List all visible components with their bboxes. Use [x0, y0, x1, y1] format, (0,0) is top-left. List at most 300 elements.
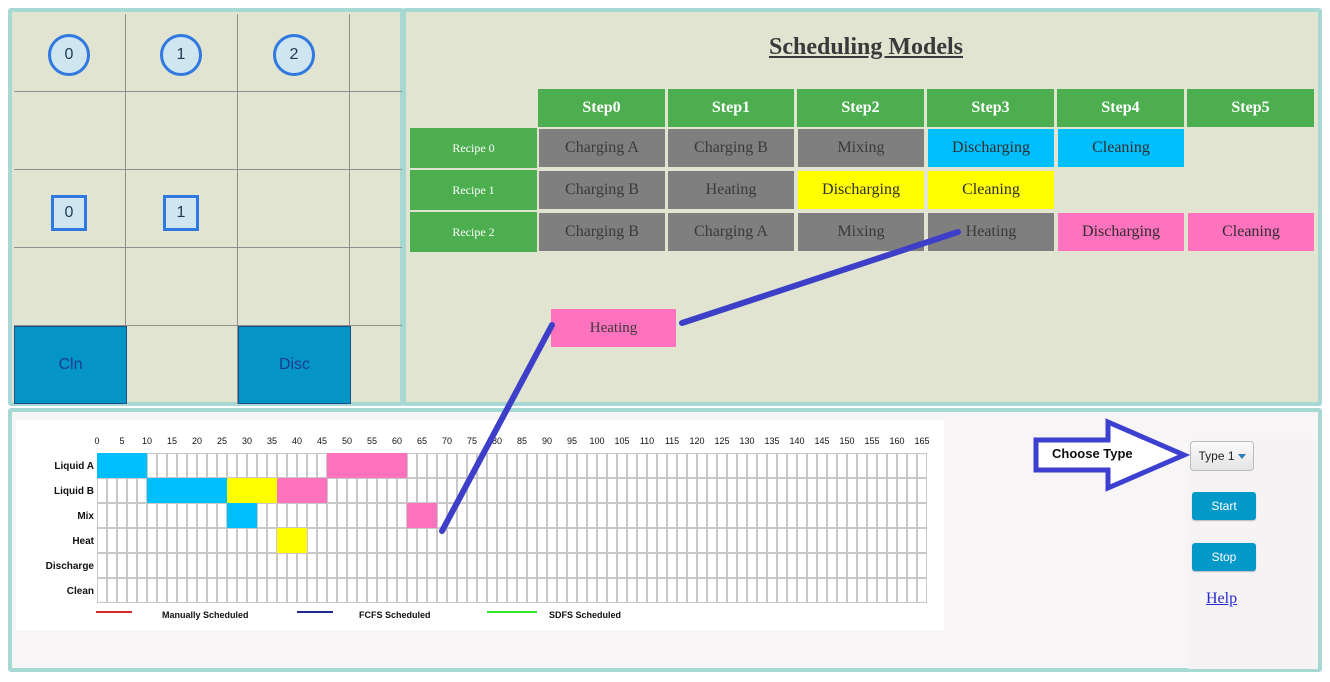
gantt-cell[interactable] — [117, 578, 127, 603]
gantt-cell[interactable] — [867, 453, 877, 478]
gantt-cell[interactable] — [417, 478, 427, 503]
gantt-cell[interactable] — [687, 553, 697, 578]
gantt-cell[interactable] — [487, 553, 497, 578]
gantt-cell[interactable] — [387, 478, 397, 503]
gantt-cell[interactable] — [517, 528, 527, 553]
gantt-cell[interactable] — [327, 578, 337, 603]
gantt-cell[interactable] — [577, 503, 587, 528]
gantt-cell[interactable] — [657, 553, 667, 578]
gantt-cell[interactable] — [767, 578, 777, 603]
gantt-cell[interactable] — [227, 528, 237, 553]
gantt-cell[interactable] — [917, 528, 927, 553]
gantt-cell[interactable] — [307, 578, 317, 603]
gantt-cell[interactable] — [157, 553, 167, 578]
gantt-cell[interactable] — [137, 478, 147, 503]
gantt-cell[interactable] — [897, 578, 907, 603]
gantt-cell[interactable] — [547, 478, 557, 503]
gantt-cell[interactable] — [777, 553, 787, 578]
gantt-cell[interactable] — [627, 528, 637, 553]
gantt-cell[interactable] — [707, 503, 717, 528]
gantt-cell[interactable] — [687, 528, 697, 553]
gantt-cell[interactable] — [887, 503, 897, 528]
gantt-cell[interactable] — [677, 478, 687, 503]
gantt-cell[interactable] — [147, 453, 157, 478]
gantt-cell[interactable] — [767, 503, 777, 528]
gantt-cell[interactable] — [537, 528, 547, 553]
gantt-cell[interactable] — [607, 478, 617, 503]
gantt-cell[interactable] — [217, 578, 227, 603]
gantt-cell[interactable] — [347, 553, 357, 578]
gantt-cell[interactable] — [357, 553, 367, 578]
gantt-block[interactable] — [147, 478, 227, 503]
gantt-cell[interactable] — [437, 478, 447, 503]
gantt-cell[interactable] — [107, 503, 117, 528]
gantt-cell[interactable] — [307, 528, 317, 553]
gantt-cell[interactable] — [467, 478, 477, 503]
gantt-cell[interactable] — [427, 578, 437, 603]
grid-cell[interactable] — [238, 92, 350, 170]
gantt-cell[interactable] — [807, 453, 817, 478]
gantt-cell[interactable] — [697, 503, 707, 528]
gantt-cell[interactable] — [547, 453, 557, 478]
gantt-cell[interactable] — [507, 453, 517, 478]
gantt-cell[interactable] — [897, 528, 907, 553]
gantt-cell[interactable] — [837, 528, 847, 553]
gantt-cell[interactable] — [347, 478, 357, 503]
gantt-cell[interactable] — [457, 478, 467, 503]
gantt-cell[interactable] — [397, 553, 407, 578]
gantt-cell[interactable] — [607, 553, 617, 578]
gantt-cell[interactable] — [357, 478, 367, 503]
gantt-cell[interactable] — [907, 553, 917, 578]
gantt-cell[interactable] — [867, 478, 877, 503]
grid-cell[interactable] — [14, 92, 126, 170]
gantt-cell[interactable] — [457, 528, 467, 553]
gantt-cell[interactable] — [747, 578, 757, 603]
gantt-cell[interactable] — [357, 503, 367, 528]
gantt-cell[interactable] — [627, 478, 637, 503]
gantt-cell[interactable] — [757, 503, 767, 528]
gantt-cell[interactable] — [167, 528, 177, 553]
gantt-cell[interactable] — [417, 528, 427, 553]
gantt-cell[interactable] — [817, 478, 827, 503]
gantt-cell[interactable] — [827, 453, 837, 478]
gantt-cell[interactable] — [867, 578, 877, 603]
grid-cell[interactable] — [238, 170, 350, 248]
gantt-cell[interactable] — [787, 553, 797, 578]
gantt-cell[interactable] — [207, 503, 217, 528]
gantt-cell[interactable] — [407, 528, 417, 553]
gantt-cell[interactable] — [197, 578, 207, 603]
gantt-cell[interactable] — [327, 553, 337, 578]
gantt-cell[interactable] — [587, 528, 597, 553]
gantt-cell[interactable] — [657, 528, 667, 553]
gantt-cell[interactable] — [277, 453, 287, 478]
gantt-cell[interactable] — [467, 528, 477, 553]
gantt-cell[interactable] — [217, 553, 227, 578]
gantt-cell[interactable] — [257, 578, 267, 603]
recipe-op[interactable]: Cleaning — [928, 171, 1054, 209]
gantt-cell[interactable] — [187, 503, 197, 528]
gantt-cell[interactable] — [587, 578, 597, 603]
recipe-op[interactable]: Mixing — [798, 129, 924, 167]
gantt-cell[interactable] — [537, 453, 547, 478]
gantt-cell[interactable] — [707, 453, 717, 478]
gantt-cell[interactable] — [807, 478, 817, 503]
gantt-cell[interactable] — [707, 553, 717, 578]
gantt-cell[interactable] — [777, 578, 787, 603]
gantt-cell[interactable] — [97, 553, 107, 578]
gantt-cell[interactable] — [447, 578, 457, 603]
gantt-cell[interactable] — [247, 553, 257, 578]
gantt-cell[interactable] — [477, 478, 487, 503]
gantt-cell[interactable] — [887, 578, 897, 603]
gantt-cell[interactable] — [407, 478, 417, 503]
gantt-cell[interactable] — [117, 478, 127, 503]
gantt-cell[interactable] — [447, 453, 457, 478]
gantt-cell[interactable] — [677, 528, 687, 553]
gantt-cell[interactable] — [487, 453, 497, 478]
gantt-cell[interactable] — [877, 503, 887, 528]
gantt-cell[interactable] — [237, 453, 247, 478]
gantt-cell[interactable] — [147, 553, 157, 578]
gantt-cell[interactable] — [337, 553, 347, 578]
gantt-cell[interactable] — [787, 453, 797, 478]
gantt-cell[interactable] — [407, 578, 417, 603]
gantt-cell[interactable] — [817, 553, 827, 578]
gantt-cell[interactable] — [627, 553, 637, 578]
gantt-cell[interactable] — [277, 553, 287, 578]
gantt-cell[interactable] — [577, 478, 587, 503]
gantt-cell[interactable] — [647, 503, 657, 528]
gantt-cell[interactable] — [317, 503, 327, 528]
gantt-cell[interactable] — [497, 503, 507, 528]
gantt-cell[interactable] — [787, 578, 797, 603]
gantt-cell[interactable] — [837, 478, 847, 503]
gantt-cell[interactable] — [297, 578, 307, 603]
gantt-cell[interactable] — [147, 528, 157, 553]
gantt-cell[interactable] — [287, 553, 297, 578]
grid-cell[interactable] — [350, 170, 402, 248]
gantt-cell[interactable] — [247, 453, 257, 478]
gantt-cell[interactable] — [207, 578, 217, 603]
gantt-cell[interactable] — [627, 578, 637, 603]
gantt-cell[interactable] — [717, 478, 727, 503]
gantt-cell[interactable] — [377, 578, 387, 603]
gantt-cell[interactable] — [97, 503, 107, 528]
gantt-cell[interactable] — [857, 553, 867, 578]
gantt-cell[interactable] — [777, 453, 787, 478]
gantt-cell[interactable] — [317, 553, 327, 578]
gantt-cell[interactable] — [317, 453, 327, 478]
gantt-cell[interactable] — [177, 578, 187, 603]
recipe-op[interactable]: Discharging — [1058, 213, 1184, 251]
mixer-1[interactable]: 1 — [163, 195, 199, 231]
grid-cell[interactable] — [126, 92, 238, 170]
gantt-cell[interactable] — [727, 503, 737, 528]
gantt-cell[interactable] — [437, 453, 447, 478]
gantt-cell[interactable] — [157, 453, 167, 478]
recipe-op[interactable]: Discharging — [798, 171, 924, 209]
gantt-cell[interactable] — [597, 578, 607, 603]
grid-cell[interactable] — [238, 248, 350, 326]
gantt-cell[interactable] — [807, 553, 817, 578]
gantt-cell[interactable] — [437, 578, 447, 603]
gantt-cell[interactable] — [687, 453, 697, 478]
gantt-cell[interactable] — [397, 478, 407, 503]
gantt-cell[interactable] — [617, 578, 627, 603]
gantt-cell[interactable] — [347, 528, 357, 553]
gantt-cell[interactable] — [177, 553, 187, 578]
gantt-cell[interactable] — [887, 528, 897, 553]
gantt-cell[interactable] — [357, 578, 367, 603]
gantt-cell[interactable] — [897, 478, 907, 503]
gantt-cell[interactable] — [297, 453, 307, 478]
recipe-op[interactable]: Charging A — [539, 129, 665, 167]
gantt-cell[interactable] — [227, 553, 237, 578]
gantt-cell[interactable] — [267, 453, 277, 478]
recipe-op[interactable]: Heating — [928, 213, 1054, 251]
gantt-cell[interactable] — [667, 578, 677, 603]
gantt-cell[interactable] — [517, 553, 527, 578]
gantt-cell[interactable] — [117, 553, 127, 578]
gantt-cell[interactable] — [767, 528, 777, 553]
gantt-cell[interactable] — [447, 528, 457, 553]
gantt-cell[interactable] — [177, 453, 187, 478]
gantt-cell[interactable] — [827, 528, 837, 553]
gantt-cell[interactable] — [607, 503, 617, 528]
gantt-cell[interactable] — [327, 478, 337, 503]
gantt-cell[interactable] — [477, 528, 487, 553]
gantt-cell[interactable] — [237, 553, 247, 578]
recipe-op[interactable]: Cleaning — [1058, 129, 1184, 167]
gantt-cell[interactable] — [387, 503, 397, 528]
gantt-cell[interactable] — [867, 503, 877, 528]
gantt-cell[interactable] — [277, 503, 287, 528]
gantt-cell[interactable] — [697, 553, 707, 578]
gantt-cell[interactable] — [717, 553, 727, 578]
gantt-cell[interactable] — [907, 528, 917, 553]
gantt-cell[interactable] — [377, 478, 387, 503]
gantt-cell[interactable] — [717, 578, 727, 603]
recipe-op[interactable]: Cleaning — [1188, 213, 1314, 251]
gantt-cell[interactable] — [497, 478, 507, 503]
gantt-cell[interactable] — [827, 503, 837, 528]
tank-0[interactable]: 0 — [48, 34, 90, 76]
gantt-cell[interactable] — [107, 578, 117, 603]
gantt-cell[interactable] — [617, 553, 627, 578]
gantt-cell[interactable] — [457, 578, 467, 603]
gantt-cell[interactable] — [187, 553, 197, 578]
gantt-cell[interactable] — [157, 578, 167, 603]
gantt-cell[interactable] — [777, 478, 787, 503]
gantt-cell[interactable] — [607, 528, 617, 553]
gantt-cell[interactable] — [527, 453, 537, 478]
gantt-cell[interactable] — [697, 578, 707, 603]
gantt-block[interactable] — [227, 478, 277, 503]
gantt-cell[interactable] — [587, 503, 597, 528]
gantt-cell[interactable] — [397, 578, 407, 603]
gantt-cell[interactable] — [717, 503, 727, 528]
gantt-cell[interactable] — [237, 528, 247, 553]
gantt-cell[interactable] — [837, 578, 847, 603]
gantt-cell[interactable] — [327, 528, 337, 553]
gantt-cell[interactable] — [557, 478, 567, 503]
gantt-cell[interactable] — [667, 528, 677, 553]
gantt-cell[interactable] — [727, 528, 737, 553]
gantt-cell[interactable] — [747, 503, 757, 528]
gantt-cell[interactable] — [487, 528, 497, 553]
gantt-cell[interactable] — [597, 478, 607, 503]
gantt-cell[interactable] — [147, 578, 157, 603]
gantt-cell[interactable] — [127, 478, 137, 503]
gantt-cell[interactable] — [387, 578, 397, 603]
gantt-cell[interactable] — [457, 553, 467, 578]
gantt-cell[interactable] — [347, 578, 357, 603]
gantt-cell[interactable] — [827, 553, 837, 578]
gantt-cell[interactable] — [257, 553, 267, 578]
gantt-cell[interactable] — [567, 578, 577, 603]
gantt-cell[interactable] — [517, 453, 527, 478]
gantt-cell[interactable] — [867, 553, 877, 578]
gantt-cell[interactable] — [537, 578, 547, 603]
tank-2[interactable]: 2 — [273, 34, 315, 76]
gantt-cell[interactable] — [537, 553, 547, 578]
gantt-cell[interactable] — [477, 503, 487, 528]
gantt-cell[interactable] — [797, 453, 807, 478]
gantt-cell[interactable] — [917, 553, 927, 578]
help-link[interactable]: Help — [1206, 590, 1238, 607]
gantt-cell[interactable] — [597, 453, 607, 478]
gantt-cell[interactable] — [557, 578, 567, 603]
gantt-cell[interactable] — [817, 578, 827, 603]
gantt-cell[interactable] — [187, 578, 197, 603]
gantt-cell[interactable] — [537, 478, 547, 503]
gantt-cell[interactable] — [207, 553, 217, 578]
gantt-cell[interactable] — [697, 528, 707, 553]
gantt-cell[interactable] — [777, 503, 787, 528]
gantt-cell[interactable] — [567, 478, 577, 503]
gantt-cell[interactable] — [107, 528, 117, 553]
gantt-cell[interactable] — [227, 578, 237, 603]
gantt-cell[interactable] — [657, 478, 667, 503]
gantt-cell[interactable] — [847, 503, 857, 528]
gantt-cell[interactable] — [727, 578, 737, 603]
gantt-cell[interactable] — [337, 578, 347, 603]
gantt-cell[interactable] — [467, 578, 477, 603]
gantt-cell[interactable] — [137, 528, 147, 553]
gantt-cell[interactable] — [487, 503, 497, 528]
gantt-block[interactable] — [327, 453, 407, 478]
gantt-cell[interactable] — [907, 503, 917, 528]
gantt-cell[interactable] — [127, 503, 137, 528]
gantt-cell[interactable] — [907, 478, 917, 503]
gantt-cell[interactable] — [227, 453, 237, 478]
gantt-cell[interactable] — [197, 553, 207, 578]
gantt-cell[interactable] — [917, 503, 927, 528]
gantt-cell[interactable] — [427, 553, 437, 578]
gantt-cell[interactable] — [427, 528, 437, 553]
gantt-cell[interactable] — [257, 528, 267, 553]
gantt-cell[interactable] — [157, 503, 167, 528]
gantt-cell[interactable] — [877, 553, 887, 578]
gantt-cell[interactable] — [477, 553, 487, 578]
gantt-cell[interactable] — [797, 578, 807, 603]
gantt-cell[interactable] — [287, 578, 297, 603]
gantt-cell[interactable] — [387, 528, 397, 553]
grid-cell[interactable] — [14, 248, 126, 326]
gantt-cell[interactable] — [537, 503, 547, 528]
gantt-cell[interactable] — [737, 528, 747, 553]
gantt-cell[interactable] — [547, 553, 557, 578]
gantt-cell[interactable] — [757, 453, 767, 478]
gantt-cell[interactable] — [757, 553, 767, 578]
gantt-cell[interactable] — [797, 553, 807, 578]
gantt-cell[interactable] — [157, 528, 167, 553]
gantt-cell[interactable] — [857, 503, 867, 528]
mixer-0[interactable]: 0 — [51, 195, 87, 231]
gantt-cell[interactable] — [557, 453, 567, 478]
gantt-cell[interactable] — [197, 528, 207, 553]
gantt-cell[interactable] — [727, 553, 737, 578]
gantt-cell[interactable] — [767, 453, 777, 478]
gantt-cell[interactable] — [677, 453, 687, 478]
gantt-cell[interactable] — [307, 453, 317, 478]
gantt-cell[interactable] — [717, 528, 727, 553]
gantt-cell[interactable] — [527, 553, 537, 578]
gantt-cell[interactable] — [267, 578, 277, 603]
gantt-cell[interactable] — [187, 528, 197, 553]
gantt-cell[interactable] — [337, 478, 347, 503]
gantt-cell[interactable] — [597, 553, 607, 578]
gantt-cell[interactable] — [847, 578, 857, 603]
gantt-cell[interactable] — [687, 578, 697, 603]
gantt-cell[interactable] — [647, 578, 657, 603]
gantt-cell[interactable] — [697, 478, 707, 503]
gantt-cell[interactable] — [597, 503, 607, 528]
recipe-op[interactable]: Charging B — [539, 213, 665, 251]
gantt-cell[interactable] — [757, 528, 767, 553]
gantt-cell[interactable] — [277, 578, 287, 603]
stop-button[interactable]: Stop — [1192, 543, 1256, 571]
gantt-cell[interactable] — [527, 528, 537, 553]
gantt-cell[interactable] — [647, 528, 657, 553]
gantt-cell[interactable] — [677, 578, 687, 603]
gantt-cell[interactable] — [107, 553, 117, 578]
gantt-cell[interactable] — [437, 553, 447, 578]
gantt-cell[interactable] — [737, 553, 747, 578]
gantt-cell[interactable] — [437, 528, 447, 553]
gantt-cell[interactable] — [657, 503, 667, 528]
gantt-cell[interactable] — [547, 503, 557, 528]
gantt-cell[interactable] — [747, 528, 757, 553]
gantt-cell[interactable] — [497, 528, 507, 553]
gantt-cell[interactable] — [807, 503, 817, 528]
gantt-cell[interactable] — [787, 478, 797, 503]
gantt-cell[interactable] — [567, 528, 577, 553]
gantt-cell[interactable] — [687, 478, 697, 503]
gantt-cell[interactable] — [377, 553, 387, 578]
gantt-cell[interactable] — [657, 578, 667, 603]
gantt-cell[interactable] — [567, 453, 577, 478]
gantt-cell[interactable] — [637, 503, 647, 528]
recipe-op[interactable]: Mixing — [798, 213, 924, 251]
gantt-cell[interactable] — [657, 453, 667, 478]
gantt-cell[interactable] — [637, 578, 647, 603]
gantt-cell[interactable] — [107, 478, 117, 503]
gantt-cell[interactable] — [247, 578, 257, 603]
gantt-cell[interactable] — [407, 553, 417, 578]
